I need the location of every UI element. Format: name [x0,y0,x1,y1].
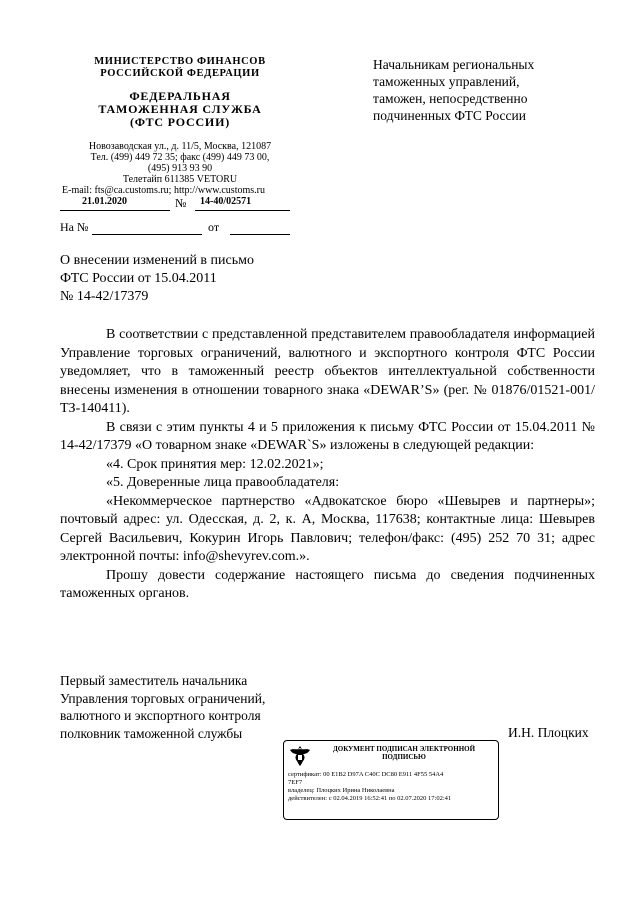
sender-header [60,56,300,196]
registration-line [60,196,290,212]
address-line-2: Тел. (499) 449 72 35; факс (499) 449 73 00, [90,152,270,163]
body-paragraph-2: В связи с этим пункты 4 и 5 приложения к письму ФТС России от 15.04.2011 № 14-42/17379 «О товарном знаке «DEWAR`S» изложены в следующей редакции: [60,419,595,453]
body-paragraph-5: «Некоммерческое партнерство «Адвокатское бюро «Шевырев и партнеры»; почтовый адрес: ул. Одесская, д. 2, к. А, Москва, 117638; контактные лица: Шевырев Сергей Васильевич, Кокурин Игорь Павлович; телефон/факс: (495) 252 70 31; адрес электронной почты: info@shevyrev.com.». [60,493,595,564]
service-line-3: (ФТС РОССИИ) [129,115,230,129]
ministry-line-2: РОССИЙСКОЙ ФЕДЕРАЦИИ [100,68,260,79]
stamp-details [288,771,494,803]
stamp-certificate-cont: 7EF7 [288,779,303,786]
signatory-line-2: Управления торговых ограничений, [60,690,266,706]
stamp-owner: владелец: Плоцких Ирина Николаевна [288,787,395,794]
stamp-title-line-1: ДОКУМЕНТ ПОДПИСАН ЭЛЕКТРОННОЙ [332,745,476,753]
ref-label: На № [60,220,89,234]
signatory-line-4: полковник таможенной службы [60,725,243,741]
addressee-line-1: Начальникам региональных [373,57,535,72]
body-paragraph-4: «5. Доверенные лица правообладателя: [106,475,340,490]
letter-body [60,326,595,604]
address-line-4: Телетайп 611385 VETORU [122,174,238,185]
registration-date: 21.01.2020 [82,196,127,207]
stamp-title-line-2: ПОДПИСЬЮ [382,753,426,761]
subject-line-1: О внесении изменений в письмо [60,253,254,268]
email-line: E-mail: fts@ca.customs.ru; http://www.customs.ru [62,185,265,196]
addressee-line-4: подчиненных ФТС России [373,108,526,123]
signatory-line-3: валютного и экспортного контроля [60,708,261,723]
address-line-1: Новозаводская ул., д. 11/5, Москва, 121087 [88,141,272,152]
e-signature-stamp [283,740,499,820]
number-sign: № [175,196,187,210]
stamp-certificate: сертификат: 00 E1B2 D97A C40C DC80 E911 4F55 54A4 [288,771,444,778]
signatory-line-1: Первый заместитель начальника [60,673,248,688]
from-label: от [208,220,220,234]
address-line-3: (495) 913 93 90 [147,163,213,174]
stamp-title [314,745,494,761]
reference-line [60,220,290,236]
signatory-name: И.Н. Плоцких [508,725,589,740]
eagle-emblem-icon [289,744,311,768]
addressee-block [373,56,603,124]
subject-line-2: ФТС России от 15.04.2011 [60,271,217,286]
service-line-1: ФЕДЕРАЛЬНАЯ [129,89,231,103]
service-line-2: ТАМОЖЕННАЯ СЛУЖБА [98,102,262,116]
subject-block [60,252,320,306]
signatory-title [60,672,360,742]
body-paragraph-1: В соответствии с представленной представителем правообладателя информацией Управление торговых ограничений, валютного и экспортного контроля ФТС России уведомляет, что в таможенный реестр объектов интеллектуальной собственности внесены изменения в отношении товарного знака «DEWAR’S» (рег. № 01876/01521-001/ТЗ-140411). [60,327,595,416]
subject-line-3: № 14-42/17379 [60,289,149,304]
addressee-line-2: таможенных управлений, [373,74,520,89]
body-paragraph-3: «4. Срок принятия мер: 12.02.2021»; [106,456,324,472]
registration-number: 14-40/02571 [200,196,252,207]
addressee-line-3: таможен, непосредственно [373,91,528,106]
body-paragraph-6: Прошу довести содержание настоящего письма до сведения подчиненных таможенных органов. [60,567,595,601]
stamp-validity: действителен: с 02.04.2019 16:52:41 по 02.07.2020 17:02:41 [288,795,452,802]
ministry-line-1: МИНИСТЕРСТВО ФИНАНСОВ [94,56,266,67]
